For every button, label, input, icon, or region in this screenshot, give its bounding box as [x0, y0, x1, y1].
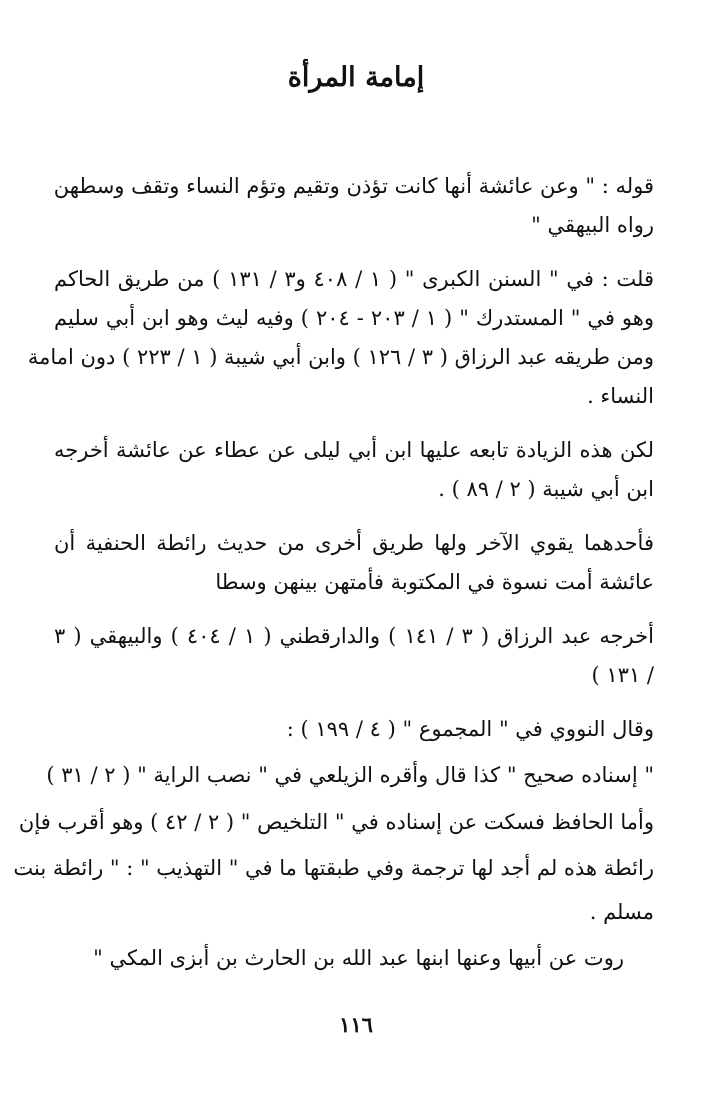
text-line: رائطة هذه لم أجد لها ترجمة وفي طبقتها ما في " التهذيب " : " رائطة بنت [13, 856, 654, 880]
text-line: مسلم . [589, 900, 654, 924]
text-line: أخرجه عبد الرزاق ( ٣ / ١٤١ ) والدارقطني ( ١ / ٤٠٤ ) والبيهقي ( ٣ [54, 624, 654, 648]
text-line: وقال النووي في " المجموع " ( ٤ / ١٩٩ ) : [286, 717, 654, 741]
text-line: النساء . [587, 384, 654, 408]
text-line: روت عن أبيها وعنها ابنها عبد الله بن الحارث بن أبزى المكي " [93, 946, 624, 970]
text-line: عائشة أمت نسوة في المكتوبة فأمتهن بينهن وسطا [215, 570, 654, 594]
text-line: " إسناده صحيح " كذا قال وأقره الزيلعي في " نصب الراية " ( ٢ / ٣١ ) [46, 763, 654, 787]
text-line: ومن طريقه عبد الرزاق ( ٣ / ١٢٦ ) وابن أبي شيبة ( ١ / ٢٢٣ ) دون امامة [27, 345, 654, 369]
text-line: فأحدهما يقوي الآخر ولها طريق أخرى من حديث رائطة الحنفية أن [54, 531, 654, 555]
page-number: ١١٦ [339, 1012, 373, 1037]
text-line: وهو في " المستدرك " ( ١ / ٢٠٣ - ٢٠٤ ) وفيه ليث وهو ابن أبي سليم [54, 306, 654, 330]
text-line: رواه البيهقي " [531, 213, 654, 237]
text-line: قلت : في " السنن الكبرى " ( ١ / ٤٠٨ و٣ / ١٣١ ) من طريق الحاكم [54, 267, 654, 291]
text-line: لكن هذه الزيادة تابعه عليها ابن أبي ليلى عن عطاء عن عائشة أخرجه [54, 438, 654, 462]
text-line: قوله : " وعن عائشة أنها كانت تؤذن وتقيم وتؤم النساء وتقف وسطهن [53, 174, 654, 198]
page-title: إمامة المرأة [287, 62, 425, 93]
text-line: وأما الحافظ فسكت عن إسناده في " التلخيص " ( ٢ / ٤٢ ) وهو أقرب فإن [18, 810, 654, 834]
text-line: / ١٣١ ) [591, 663, 654, 687]
text-line: ابن أبي شيبة ( ٢ / ٨٩ ) . [438, 477, 654, 501]
